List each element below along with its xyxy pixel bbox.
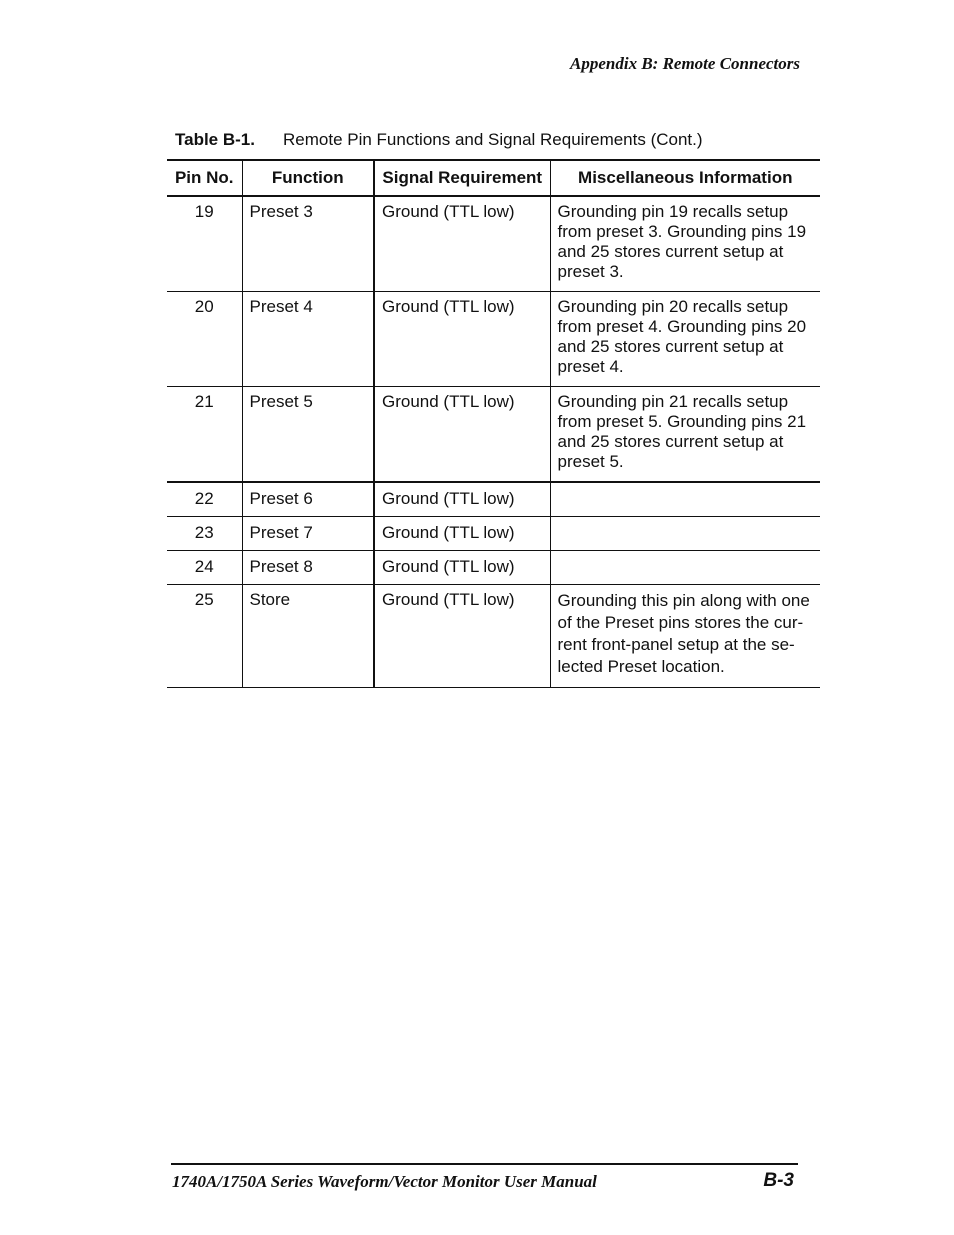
misc-info [550,551,820,585]
pin-function: Store [242,585,374,688]
header-function: Function [242,160,374,196]
pin-function: Preset 6 [242,482,374,517]
table-caption-label: Table B-1. [175,130,255,149]
misc-info-line: from preset 4. Grounding pins 20 [557,317,807,336]
table-header-row [167,160,820,196]
pin-function: Preset 7 [242,517,374,551]
table-row [167,585,820,688]
misc-info [550,482,820,517]
table-row [167,196,820,292]
signal-requirement: Ground (TTL low) [374,292,550,387]
header-miscellaneous-information: Miscellaneous Information [550,160,820,196]
header-pin-no: Pin No. [167,160,242,196]
signal-requirement: Ground (TTL low) [374,387,550,483]
signal-requirement: Ground (TTL low) [374,482,550,517]
pin-number: 19 [167,196,242,292]
misc-info-line: from preset 3. Grounding pins 19 [557,222,807,241]
table-row [167,517,820,551]
table-row [167,482,820,517]
misc-info-line: from preset 5. Grounding pins 21 [557,412,807,431]
misc-info-line: Grounding pin 21 recalls setup [557,392,789,411]
misc-info-line: Grounding this pin along with one [557,591,810,610]
misc-info-line: rent front-panel setup at the se- [557,635,795,654]
pin-function: Preset 5 [242,387,374,483]
misc-info-line: preset 3. [557,262,624,281]
misc-info-line: lected Preset location. [557,657,725,676]
misc-info-line: of the Preset pins stores the cur- [557,613,804,632]
table-caption [175,130,703,150]
pin-function: Preset 3 [242,196,374,292]
misc-info [550,517,820,551]
running-header: Appendix B: Remote Connectors [570,54,800,73]
remote-pin-table [167,159,820,688]
signal-requirement: Ground (TTL low) [374,551,550,585]
pin-number: 25 [167,585,242,688]
pin-function: Preset 8 [242,551,374,585]
misc-info [550,585,820,688]
misc-info [550,387,820,483]
pin-number: 23 [167,517,242,551]
footer-manual-title: 1740A/1750A Series Waveform/Vector Monitor User Manual [172,1172,597,1191]
pin-number: 20 [167,292,242,387]
misc-info-line: and 25 stores current setup at [557,337,784,356]
signal-requirement: Ground (TTL low) [374,585,550,688]
pin-number: 21 [167,387,242,483]
table-caption-text: Remote Pin Functions and Signal Requirements (Cont.) [283,130,703,149]
misc-info-line: and 25 stores current setup at [557,432,784,451]
table-row [167,551,820,585]
pin-function: Preset 4 [242,292,374,387]
table-row [167,292,820,387]
misc-info-line: Grounding pin 20 recalls setup [557,297,789,316]
misc-info [550,292,820,387]
signal-requirement: Ground (TTL low) [374,517,550,551]
misc-info-line: Grounding pin 19 recalls setup [557,202,789,221]
table-row [167,387,820,483]
pin-number: 24 [167,551,242,585]
misc-info-line: preset 4. [557,357,624,376]
misc-info-line: preset 5. [557,452,624,471]
header-signal-requirement: Signal Requirement [374,160,550,196]
signal-requirement: Ground (TTL low) [374,196,550,292]
misc-info-line: and 25 stores current setup at [557,242,784,261]
footer-rule [171,1163,798,1165]
misc-info [550,196,820,292]
pin-number: 22 [167,482,242,517]
page-number: B-3 [763,1170,794,1191]
